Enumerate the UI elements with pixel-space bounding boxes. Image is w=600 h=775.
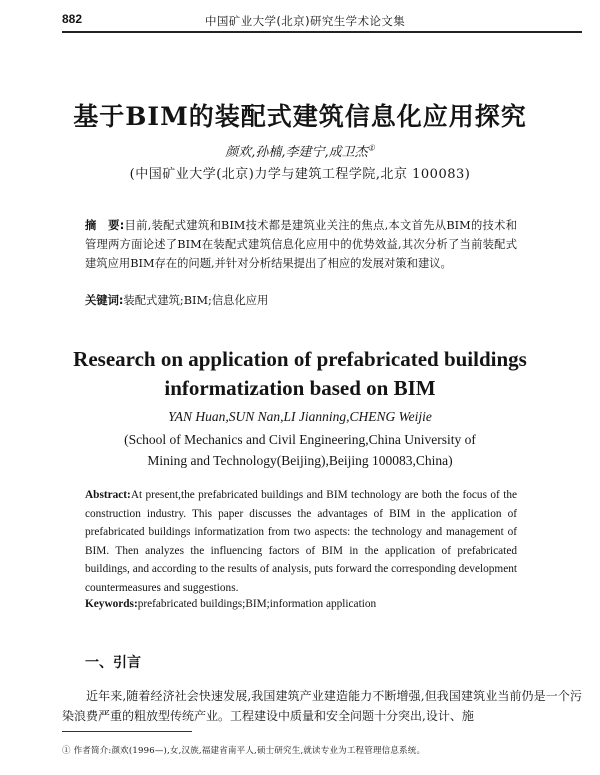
english-abstract: [85, 486, 517, 597]
chinese-keywords: [85, 292, 517, 308]
section-body: 近年来,随着经济社会快速发展,我国建筑产业建造能力不断增强,但我国建筑业当前仍是一个污染浪费严重的粗放型传统产业。工程建设中质量和安全问题十分突出,设计、施: [62, 689, 582, 723]
english-authors: YAN Huan,SUN Nan,LI Jianning,CHENG Weijie: [168, 409, 432, 424]
english-affiliation-line1: (School of Mechanics and Civil Engineering,China University of: [124, 432, 476, 447]
author-footnote-mark: ①: [367, 143, 375, 153]
chinese-affiliation: (中国矿业大学(北京)力学与建筑工程学院,北京 100083): [129, 167, 471, 182]
english-affiliation: [0, 429, 600, 471]
footnote: ① 作者简介:颜欢(1996—),女,汉族,福建省南平人,硕士研究生,就读专业为工程管理信息系统。: [62, 746, 426, 756]
chinese-abstract-text: 目前,装配式建筑和BIM技术都是建筑业关注的焦点,本文首先从BIM的技术和管理两方面论述了BIM在装配式建筑信息化应用中的优势效益,其次分析了当前装配式建筑应用BIM存在的问题,并针对分析结果提出了相应的发展对策和建议。: [85, 219, 517, 270]
section-heading: 一、引言: [85, 655, 141, 671]
chinese-authors: [0, 141, 600, 160]
chinese-keywords-label: 关键词:: [85, 294, 124, 307]
footnote-rule: [62, 731, 192, 732]
english-abstract-text: At present,the prefabricated buildings and BIM technology are both the focus of the construction industry. This paper discusses the advantages of BIM in the application of prefabricated buildings informatization from two aspects: the technology and management of BIM. Then analyzes the influencing factors of BIM in the application of prefabricated buildings, and according to the results of analysis, puts forward the corresponding development countermeasures and suggestions.: [85, 489, 517, 594]
english-affiliation-line2: Mining and Technology(Beijing),Beijing 100083,China): [147, 453, 453, 468]
chinese-abstract: [85, 216, 517, 273]
chinese-title: 基于BIM的装配式建筑信息化应用探究: [73, 102, 527, 131]
chinese-keywords-text: 装配式建筑;BIM;信息化应用: [123, 294, 269, 307]
english-keywords: [85, 598, 517, 610]
chinese-author-names: 颜欢,孙楠,李建宁,成卫杰: [225, 145, 368, 160]
english-title-line1: Research on application of prefabricated buildings: [73, 347, 527, 371]
english-title-line2: informatization based on BIM: [164, 376, 436, 400]
english-keywords-text: prefabricated buildings;BIM;information application: [137, 598, 377, 610]
journal-title: 中国矿业大学(北京)研究生学术论文集: [205, 14, 406, 28]
page-number: 882: [62, 12, 83, 26]
chinese-abstract-label: 摘 要:: [85, 219, 125, 232]
header-rule: [62, 31, 582, 33]
english-abstract-label: Abstract:: [85, 489, 131, 501]
english-title: [0, 345, 600, 403]
english-keywords-label: Keywords:: [85, 598, 138, 610]
